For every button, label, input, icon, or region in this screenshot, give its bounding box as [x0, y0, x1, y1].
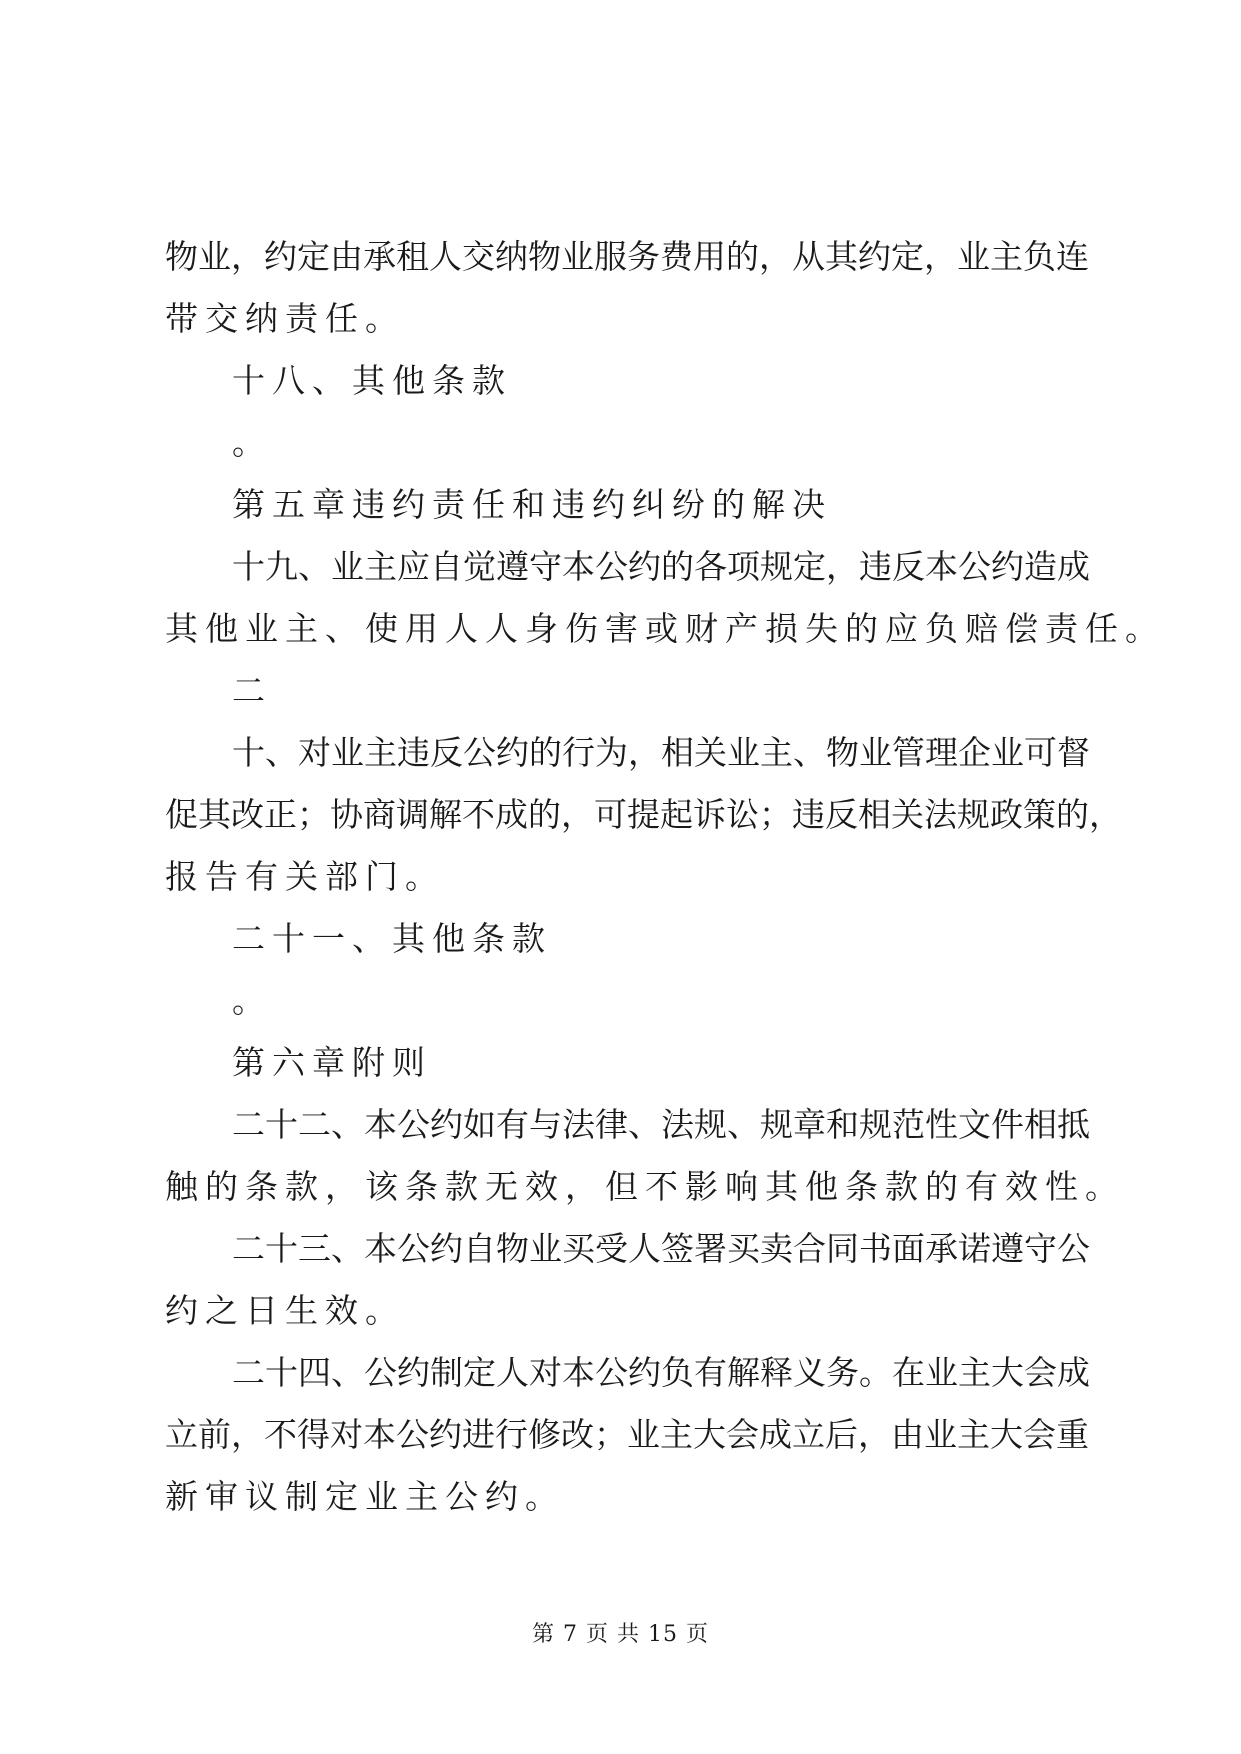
text-line: 立前，不得对本公约进行修改；业主大会成立后，由业主大会重 — [165, 1415, 1089, 1454]
text-line: 二十四、公约制定人对本公约负有解释义务。在业主大会成 — [232, 1353, 1090, 1392]
text-line: 新审议制定业主公约。 — [165, 1477, 565, 1516]
text-line: 报告有关部门。 — [165, 857, 445, 896]
text-line: 二十二、本公约如有与法律、法规、规章和规范性文件相抵 — [232, 1105, 1090, 1144]
page-footer: 第 7 页 共 15 页 — [532, 1622, 709, 1647]
chapter-heading: 第五章违约责任和违约纠纷的解决 — [232, 485, 832, 524]
text-line: 约之日生效。 — [165, 1291, 405, 1330]
chapter-heading: 第六章附则 — [232, 1043, 432, 1082]
text-line: 。 — [232, 981, 272, 1020]
text-line: 物业，约定由承租人交纳物业服务费用的，从其约定，业主负连 — [165, 237, 1089, 276]
text-line: 十、对业主违反公约的行为，相关业主、物业管理企业可督 — [232, 733, 1090, 772]
clause-heading: 十八、其他条款 — [232, 361, 512, 400]
text-line: 二 — [232, 671, 272, 710]
text-line: 二十三、本公约自物业买受人签署买卖合同书面承诺遵守公 — [232, 1229, 1090, 1268]
document-body — [165, 226, 1165, 1528]
text-line: 。 — [232, 423, 272, 462]
text-line: 触的条款，该条款无效，但不影响其他条款的有效性。 — [165, 1167, 1125, 1206]
text-line: 促其改正；协商调解不成的，可提起诉讼；违反相关法规政策的， — [165, 795, 1122, 834]
clause-heading: 二十一、其他条款 — [232, 919, 552, 958]
text-line: 十九、业主应自觉遵守本公约的各项规定，违反本公约造成 — [232, 547, 1090, 586]
text-line: 带交纳责任。 — [165, 299, 405, 338]
text-line: 其他业主、使用人人身伤害或财产损失的应负赔偿责任。 — [165, 609, 1165, 648]
